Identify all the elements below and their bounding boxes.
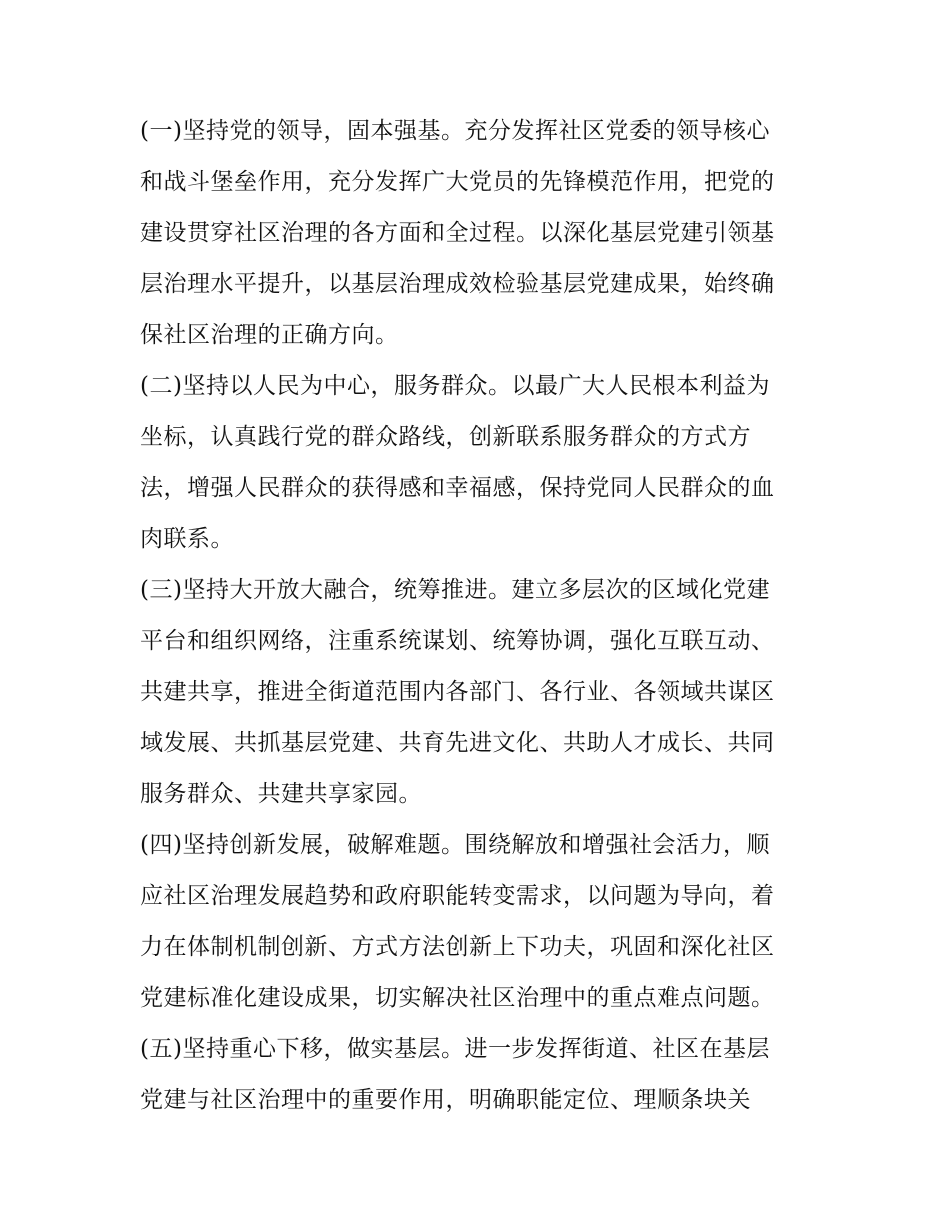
text-line: 建设贯穿社区治理的各方面和全过程。以深化基层党建引领基: [140, 220, 775, 246]
text-line: (二)坚持以人民为中心，服务群众。以最广大人民根本利益为: [140, 373, 770, 399]
text-line: 服务群众、共建共享家园。: [140, 781, 422, 807]
text-line: 力在体制机制创新、方式方法创新上下功夫，巩固和深化社区: [140, 934, 775, 960]
text-line: (四)坚持创新发展，破解难题。围绕解放和增强社会活力，顺: [140, 832, 770, 858]
text-line: 应社区治理发展趋势和政府职能转变需求，以问题为导向，着: [140, 883, 775, 909]
text-line: 肉联系。: [140, 526, 234, 552]
text-line: 法，增强人民群众的获得感和幸福感，保持党同人民群众的血: [140, 475, 775, 501]
text-line: 层治理水平提升，以基层治理成效检验基层党建成果，始终确: [140, 271, 775, 297]
text-line: 保社区治理的正确方向。: [140, 322, 399, 348]
document-body: [140, 106, 820, 1126]
text-line: 党建标准化建设成果，切实解决社区治理中的重点难点问题。: [140, 985, 775, 1011]
paragraph-4: [140, 820, 820, 1024]
text-line: 平台和组织网络，注重系统谋划、统筹协调，强化互联互动、: [140, 628, 775, 654]
text-line: 坐标，认真践行党的群众路线，创新联系服务群众的方式方: [140, 424, 751, 450]
text-line: (三)坚持大开放大融合，统筹推进。建立多层次的区域化党建: [140, 577, 770, 603]
paragraph-2: [140, 361, 820, 565]
text-line: (一)坚持党的领导，固本强基。充分发挥社区党委的领导核心: [140, 118, 770, 144]
paragraph-5: [140, 1024, 820, 1126]
text-line: 和战斗堡垒作用，充分发挥广大党员的先锋模范作用，把党的: [140, 169, 775, 195]
text-line: (五)坚持重心下移，做实基层。进一步发挥街道、社区在基层: [140, 1036, 770, 1062]
text-line: 党建与社区治理中的重要作用，明确职能定位、理顺条块关: [140, 1087, 751, 1113]
paragraph-3: [140, 565, 820, 820]
paragraph-1: [140, 106, 820, 361]
text-line: 域发展、共抓基层党建、共育先进文化、共助人才成长、共同: [140, 730, 775, 756]
text-line: 共建共享，推进全街道范围内各部门、各行业、各领域共谋区: [140, 679, 775, 705]
